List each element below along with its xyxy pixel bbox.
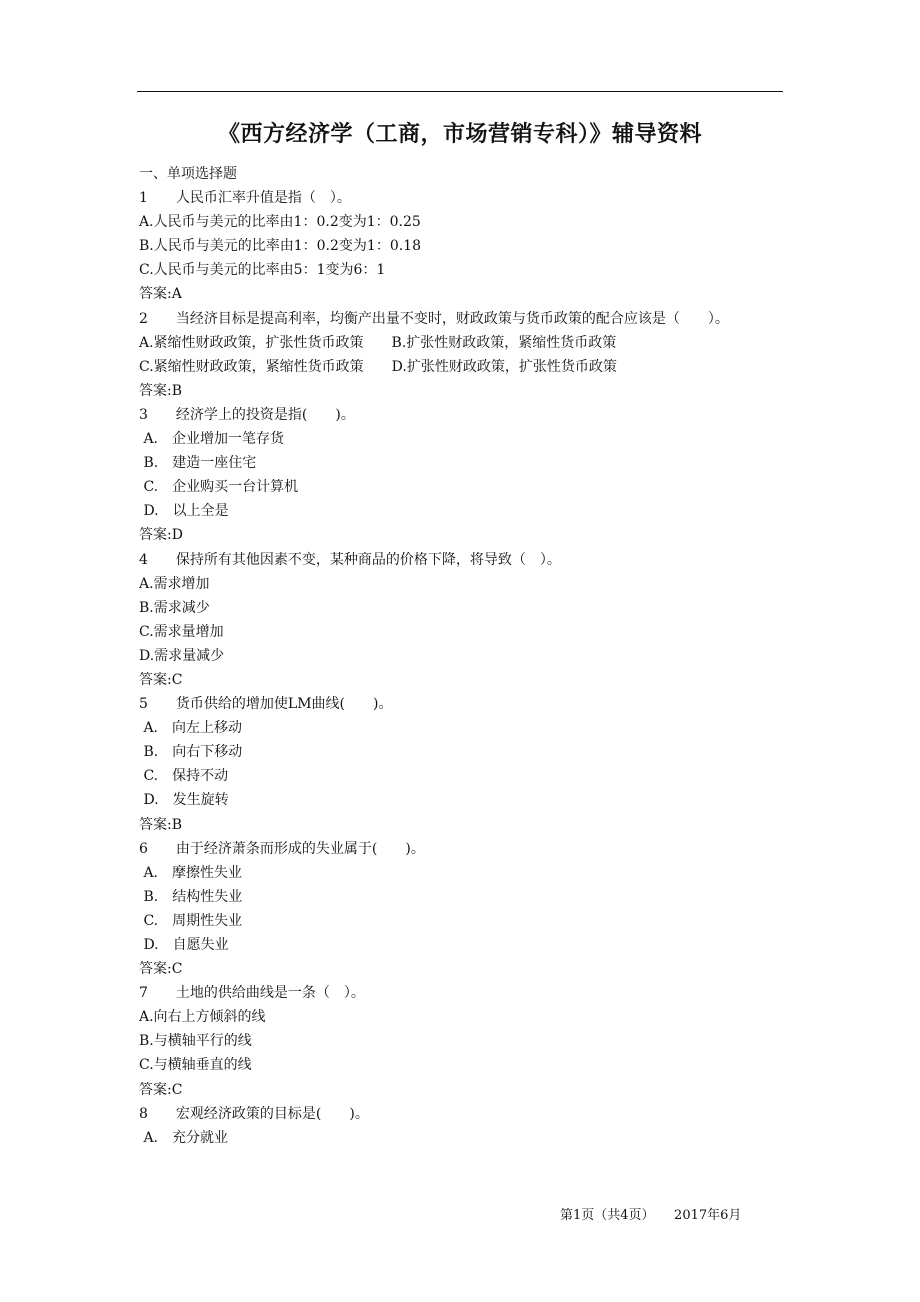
option-line: C.需求量增加: [139, 623, 224, 640]
document-title: 《西方经济学（工商，市场营销专科）》辅导资料: [217, 122, 702, 147]
option-line: B. 结构性失业: [139, 888, 243, 905]
section-heading: 一、单项选择题: [139, 166, 237, 182]
option-line: C. 保持不动: [139, 768, 229, 785]
option-line: D. 以上全是: [139, 503, 229, 520]
option-line: B.需求减少: [139, 599, 210, 616]
option-line: B.人民币与美元的比率由1：0.2变为1：0.18: [139, 238, 421, 255]
option-line: B.与横轴平行的线: [139, 1033, 252, 1050]
answer-line: 答案:A: [139, 286, 182, 303]
header-rule: [137, 91, 783, 92]
option-line: A. 摩擦性失业: [139, 864, 243, 881]
option-line: A. 充分就业: [139, 1129, 229, 1146]
option-line: B. 向右下移动: [139, 744, 243, 761]
option-line: C. 周期性失业: [139, 912, 243, 929]
option-line: A.向右上方倾斜的线: [139, 1009, 266, 1026]
question-line: 7 土地的供给曲线是一条（ ）。: [139, 985, 365, 1002]
answer-line: 答案:C: [139, 961, 183, 978]
option-line: D. 发生旋转: [139, 792, 229, 809]
option-line: C.与横轴垂直的线: [139, 1057, 252, 1074]
option-line: C.紧缩性财政政策，紧缩性货币政策 D.扩张性财政政策，扩张性货币政策: [139, 358, 617, 375]
option-line: A. 向左上移动: [139, 720, 243, 737]
option-line: D.需求量减少: [139, 647, 225, 664]
answer-line: 答案:C: [139, 1081, 183, 1098]
option-line: A.紧缩性财政政策，扩张性货币政策 B.扩张性财政政策，紧缩性货币政策: [139, 334, 617, 351]
question-line: 3 经济学上的投资是指( )。: [139, 406, 355, 423]
answer-line: 答案:C: [139, 671, 183, 688]
page-footer: 第1页（共4页） 2017年6月: [560, 1208, 742, 1223]
document-body: [139, 162, 784, 1150]
option-line: A. 企业增加一笔存货: [139, 431, 285, 448]
answer-line: 答案:D: [139, 527, 183, 544]
option-line: C. 企业购买一台计算机: [139, 479, 299, 496]
answer-line: 答案:B: [139, 382, 183, 399]
option-line: C.人民币与美元的比率由5：1变为6：1: [139, 262, 386, 279]
question-line: 6 由于经济萧条而形成的失业属于( )。: [139, 840, 425, 857]
question-line: 8 宏观经济政策的目标是( )。: [139, 1105, 369, 1122]
option-line: B. 建造一座住宅: [139, 455, 257, 472]
question-line: 4 保持所有其他因素不变，某种商品的价格下降，将导致（ ）。: [139, 551, 561, 568]
question-line: 5 货币供给的增加使LM曲线( )。: [139, 696, 393, 713]
option-line: A.需求增加: [139, 575, 210, 592]
question-line: 2 当经济目标是提高利率，均衡产出量不变时，财政政策与货币政策的配合应该是（ ）。: [139, 310, 729, 327]
option-line: A.人民币与美元的比率由1：0.2变为1：0.25: [139, 214, 421, 231]
question-line: 1 人民币汇率升值是指（ ）。: [139, 190, 351, 207]
answer-line: 答案:B: [139, 816, 183, 833]
option-line: D. 自愿失业: [139, 937, 229, 953]
